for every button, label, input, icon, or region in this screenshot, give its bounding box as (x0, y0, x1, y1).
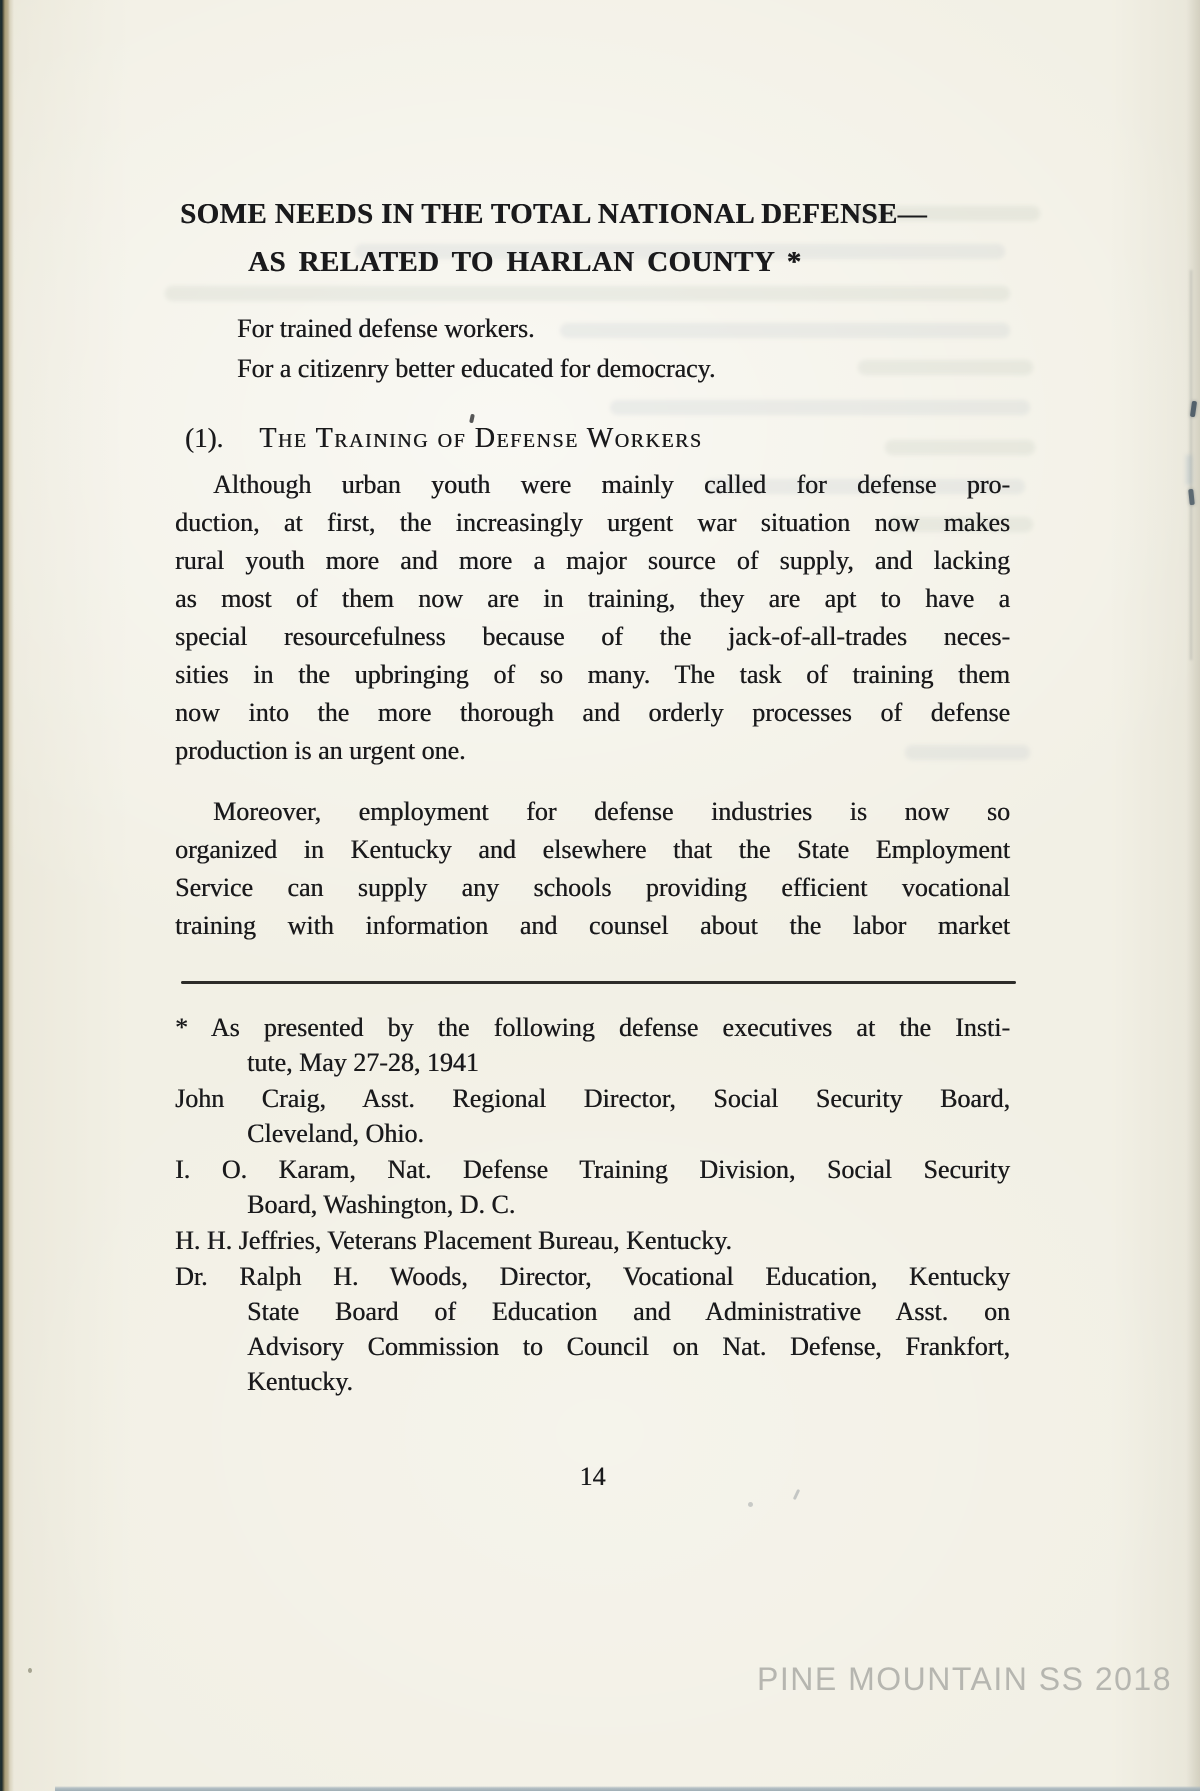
section-title: The Training of Defense Workers (259, 423, 703, 454)
page-right-edge-shade (1186, 0, 1200, 1791)
bleed-through-artifact (610, 400, 1030, 415)
text-line: State Board of Education and Administrative Asst. on (247, 1297, 1010, 1326)
text-line: H. H. Jeffries, Veterans Placement Bureau, Kentucky. (175, 1226, 732, 1255)
epigraph-line: For trained defense workers. (237, 314, 535, 343)
text-line: training with information and counsel about the labor market (175, 911, 1010, 940)
footnotes (175, 1010, 1010, 1400)
section-number: (1). (185, 423, 224, 453)
text-line: Service can supply any schools providing efficient vocational (175, 873, 1010, 902)
text-line: as most of them now are in training, they are apt to have a (175, 584, 1010, 613)
footnote-rule (181, 981, 1016, 984)
footnote-entry (175, 1259, 1010, 1399)
text-line: Advisory Commission to Council on Nat. Defense, Frankfort, (247, 1332, 1010, 1361)
text-line: Cleveland, Ohio. (247, 1119, 424, 1148)
text-line: organized in Kentucky and elsewhere that the State Employment (175, 835, 1010, 864)
bleed-through-artifact (165, 286, 1010, 301)
page-left-edge (0, 0, 14, 1791)
footnote-entry (175, 1152, 1010, 1222)
text-line: Dr. Ralph H. Woods, Director, Vocational Education, Kentucky (175, 1262, 1010, 1291)
page-subtitle: AS RELATED TO HARLAN COUNTY * (248, 246, 802, 278)
page-number: 14 (579, 1462, 606, 1491)
footnote-entry (175, 1223, 1010, 1258)
text-line: rural youth more and more a major source of supply, and lacking (175, 546, 1010, 575)
text-line: Board, Washington, D. C. (247, 1190, 516, 1219)
paragraph (175, 793, 1010, 945)
epigraph (237, 309, 715, 389)
text-line: tute, May 27-28, 1941 (247, 1048, 479, 1077)
page-title: SOME NEEDS IN THE TOTAL NATIONAL DEFENSE— (180, 198, 927, 230)
paragraph (175, 466, 1010, 770)
page-bottom-edge (55, 1786, 1200, 1791)
text-line: I. O. Karam, Nat. Defense Training Division, Social Security (175, 1155, 1010, 1184)
text-line: Kentucky. (247, 1367, 353, 1396)
text-line: sities in the upbringing of so many. The task of training them (175, 660, 1010, 689)
section-heading (185, 420, 702, 457)
text-line: special resourcefulness because of the jack-of-all-trades neces- (175, 622, 1010, 651)
footnote-entry (175, 1010, 1010, 1080)
footnote-entry (175, 1081, 1010, 1151)
text-line: * As presented by the following defense executives at the Insti- (175, 1013, 1010, 1042)
text-line: production is an urgent one. (175, 736, 466, 765)
text-line: John Craig, Asst. Regional Director, Social Security Board, (175, 1084, 1010, 1113)
text-line: duction, at first, the increasingly urgent war situation now makes (175, 508, 1010, 537)
ink-smudge (1186, 455, 1192, 485)
text-line: Moreover, employment for defense industries is now so (213, 797, 1010, 826)
ink-speck (748, 1502, 753, 1507)
text-line: now into the more thorough and orderly processes of defense (175, 698, 1010, 727)
text-line: Although urban youth were mainly called for defense pro- (213, 470, 1010, 499)
watermark: PINE MOUNTAIN SS 2018 (757, 1661, 1173, 1697)
ink-speck (28, 1668, 32, 1673)
epigraph-line: For a citizenry better educated for democracy. (237, 354, 716, 383)
bleed-through-artifact (858, 360, 1033, 375)
bleed-through-artifact (885, 440, 1035, 455)
